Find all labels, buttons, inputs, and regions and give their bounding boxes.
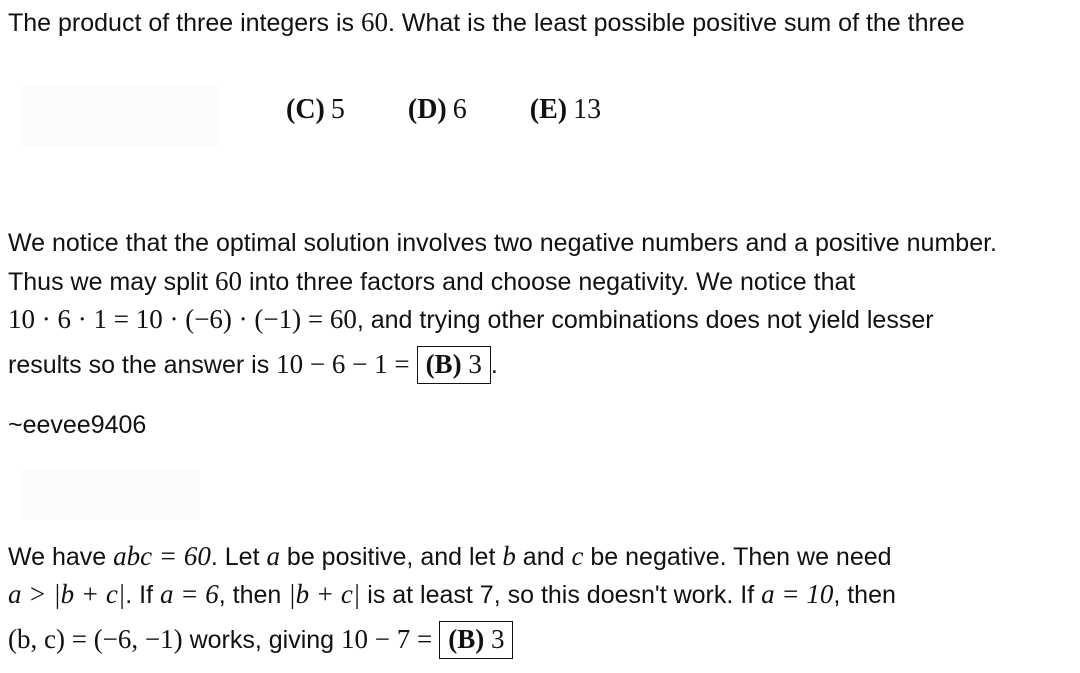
math-variable: a (266, 541, 280, 571)
solution-text: . Let (210, 543, 267, 571)
solution-text: We notice that the optimal solution involves two negative numbers and a positive number. (8, 229, 997, 257)
problem-statement (8, 6, 965, 39)
math-expression: a = 6 (160, 579, 219, 609)
choice-value: 13 (573, 94, 602, 125)
solution-text: be negative. Then we need (583, 543, 892, 571)
choice-letter: (E) (529, 94, 568, 125)
problem-text: . What is the least possible positive sum of the three (387, 9, 965, 37)
solution-text: be positive, and let (279, 543, 503, 571)
solution2-line2 (8, 578, 896, 611)
faded-artifact (20, 470, 200, 520)
math-variable: c (571, 541, 584, 571)
math-expression: 10 · 6 · 1 = 10 · (−6) · (−1) = 60 (8, 304, 357, 334)
solution-text: is at least 7, so this doesn't work. If (360, 581, 762, 609)
answer-value: 3 (468, 349, 482, 379)
problem-text: The product of three integers is (8, 9, 361, 37)
choice-d (408, 94, 467, 126)
solution-text: into three factors and choose negativity. We notice that (242, 268, 856, 296)
solution-text: works, giving (182, 626, 342, 654)
faded-artifact (20, 86, 220, 146)
choice-letter: (D) (407, 94, 447, 125)
boxed-answer (417, 346, 491, 384)
solution-text: . (490, 351, 498, 379)
solution-text: , then (218, 581, 289, 609)
math-expression: 10 − 7 = (341, 624, 433, 654)
solution-text: Thus we may split (8, 268, 216, 296)
solution2-line1 (8, 540, 892, 573)
answer-value: 3 (490, 624, 505, 654)
solution-text: , and trying other combinations does not yield lesser (356, 306, 934, 334)
answer-choices (286, 94, 657, 126)
math-variable: b (502, 541, 516, 571)
math-expression: (b, c) = (−6, −1) (8, 624, 183, 654)
choice-e (530, 94, 601, 126)
solution1-line1 (8, 227, 997, 259)
boxed-answer (439, 621, 513, 659)
math-expression: |b + c| (288, 579, 361, 609)
solution-text: , then (833, 581, 896, 609)
solution2-line3 (8, 621, 513, 659)
problem-number: 60 (360, 7, 388, 37)
choice-letter: (C) (286, 94, 325, 125)
math-expression: a > |b + c| (8, 579, 126, 609)
math-expression: abc = 60 (113, 541, 211, 571)
solution-text: results so the answer is (8, 351, 277, 379)
choice-value: 5 (330, 94, 345, 125)
solution-text: . If (125, 581, 161, 609)
solution1-line4 (8, 346, 498, 384)
solution1-line3 (8, 303, 934, 336)
choice-c (286, 94, 345, 126)
solution-text: We have (8, 543, 114, 571)
math-number: 60 (215, 266, 243, 296)
choice-value: 6 (452, 94, 467, 125)
answer-letter: (B) (448, 624, 485, 654)
solution-text: and (515, 543, 572, 571)
answer-letter: (B) (425, 349, 462, 379)
author-name: ~eevee9406 (8, 411, 147, 439)
math-expression: a = 10 (761, 579, 834, 609)
solution1-author (8, 409, 146, 441)
solution1-line2 (8, 265, 855, 298)
math-expression: 10 − 6 − 1 = (276, 349, 410, 379)
